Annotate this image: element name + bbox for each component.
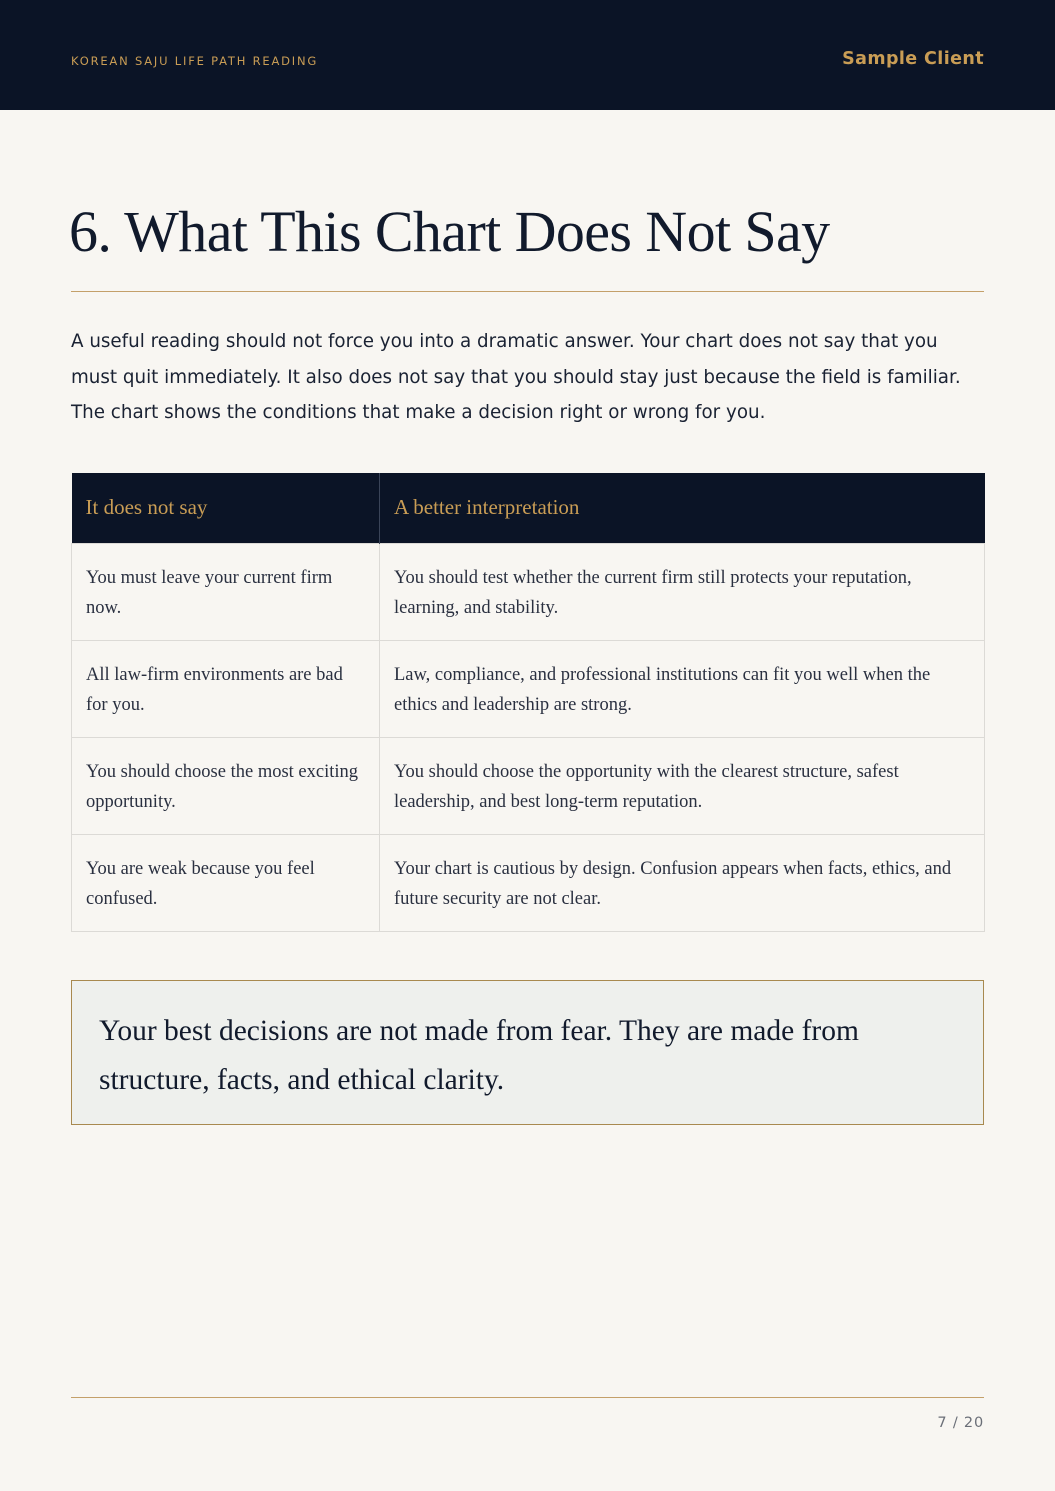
table-cell-not-say: All law-firm environments are bad for you.: [72, 640, 380, 737]
header-bar: [0, 0, 1055, 110]
column-header-not-say: It does not say: [72, 473, 380, 543]
table-row: [72, 640, 985, 737]
table-cell-better: You should choose the opportunity with the clearest structure, safest leadership, and best long-term reputation.: [380, 737, 985, 834]
table-cell-not-say: You are weak because you feel confused.: [72, 834, 380, 931]
report-brand: KOREAN SAJU LIFE PATH READING: [71, 54, 319, 68]
table-header-row: [72, 473, 985, 543]
section-title: 6. What This Chart Does Not Say: [69, 199, 830, 264]
table-row: [72, 834, 985, 931]
table-row: [72, 737, 985, 834]
callout-text: Your best decisions are not made from fear. They are made from structure, facts, and ethical clarity.: [99, 1015, 859, 1096]
table-cell-better: You should test whether the current firm still protects your reputation, learning, and stability.: [380, 543, 985, 640]
client-name: Sample Client: [842, 49, 984, 69]
interpretation-table: [71, 473, 985, 932]
footer-divider: [71, 1397, 984, 1398]
table-cell-better: Law, compliance, and professional institutions can fit you well when the ethics and leadership are strong.: [380, 640, 985, 737]
table-row: [72, 543, 985, 640]
key-insight-callout: [71, 980, 984, 1125]
title-divider: [71, 291, 984, 292]
table-cell-not-say: You should choose the most exciting opportunity.: [72, 737, 380, 834]
page-number: 7 / 20: [937, 1415, 984, 1431]
intro-paragraph: A useful reading should not force you into a dramatic answer. Your chart does not say that you must quit immediately. It also does not say that you should stay just because the field is familiar. The chart shows the conditions that make a decision right or wrong for you.: [71, 331, 961, 423]
table-cell-better: Your chart is cautious by design. Confusion appears when facts, ethics, and future security are not clear.: [380, 834, 985, 931]
column-header-better: A better interpretation: [380, 473, 985, 543]
table-cell-not-say: You must leave your current firm now.: [72, 543, 380, 640]
